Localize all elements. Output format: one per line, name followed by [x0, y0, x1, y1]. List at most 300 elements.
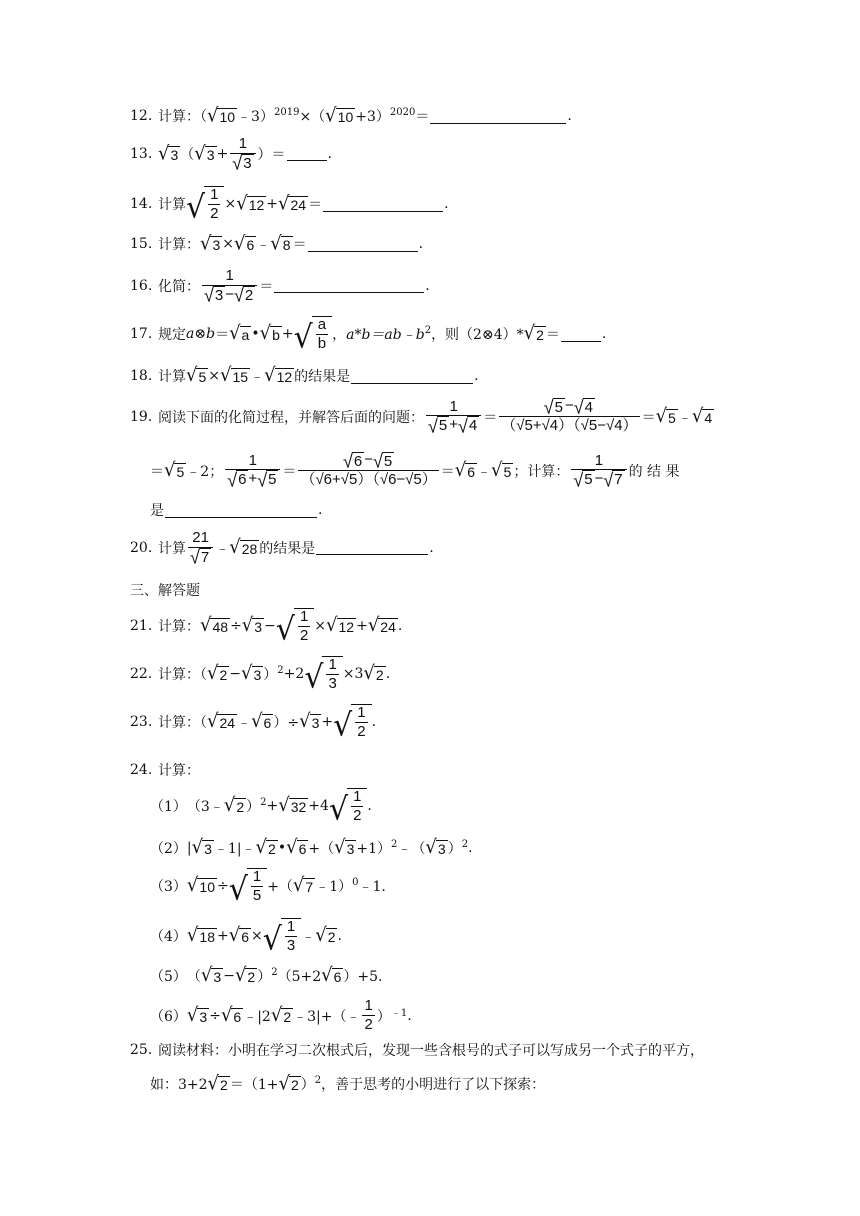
radical: √ 3 [241, 614, 263, 637]
radicand: 6 [246, 236, 255, 253]
q-text: × [222, 236, 235, 252]
radical: √ 3 [200, 232, 221, 255]
q-text: + [266, 798, 279, 815]
fraction [208, 187, 220, 223]
numerator: 1 [238, 135, 248, 152]
q-text: 是 [150, 503, 164, 519]
fraction [316, 317, 328, 353]
radical: √ $\frac{1}{5}$ [229, 868, 267, 905]
radicand: 2 [327, 929, 336, 946]
denominator: 3 [328, 674, 337, 692]
radical: √ 5 [186, 364, 207, 387]
q-text: ÷ [209, 1007, 221, 1024]
q-text: . [444, 196, 449, 213]
radical: √ 32 [278, 794, 307, 817]
q-text: ﹣3|+（﹣ [293, 1008, 361, 1025]
radical: √ b [259, 322, 280, 345]
question-number: 14. [130, 196, 153, 213]
radicand: 10 [337, 108, 354, 125]
q-text: ） [257, 969, 272, 985]
q-text: ﹣1） [315, 879, 353, 896]
fraction: 1 √ 3 − √ 2 [202, 268, 257, 304]
radicand: 10 [219, 108, 236, 125]
numerator: 21 [192, 529, 209, 546]
q-text: 的结果是 [259, 540, 316, 557]
radicand: 2 [290, 1076, 299, 1093]
answer-blank[interactable] [165, 503, 317, 518]
q-text: • [277, 840, 287, 856]
radicand: 3 [253, 667, 262, 684]
radicand: 3 [214, 286, 224, 304]
radical: √ 6 [228, 924, 249, 947]
q-text: ﹣ [477, 463, 492, 480]
answer-blank[interactable] [308, 237, 418, 252]
question-24-part-6 [150, 998, 412, 1034]
q-text: 计算 [158, 540, 186, 557]
radicand: 6 [298, 840, 307, 857]
radical: √ 15 [220, 364, 249, 387]
radical: √ 24 [278, 192, 307, 215]
radicand: 7 [200, 548, 210, 566]
question-12 [130, 106, 572, 126]
numerator: a [317, 316, 327, 333]
radicand: 28 [241, 540, 258, 557]
q-text: + [356, 618, 368, 635]
q-text: （5+2 [277, 969, 322, 985]
q-text: ） [447, 841, 462, 857]
radicand: 12 [276, 368, 293, 385]
question-number: 22. [130, 666, 153, 683]
q-text: + [248, 470, 258, 488]
fraction [285, 919, 297, 955]
radicand: 2 [220, 1076, 228, 1093]
answer-blank[interactable] [316, 540, 428, 555]
q-text: ÷ [230, 618, 242, 635]
question-number: 25. [130, 1042, 153, 1058]
q-text: . [567, 108, 572, 124]
radicand: 6 [238, 471, 247, 489]
denominator: （√6+√5）（√6−√5） [300, 471, 437, 489]
radicand: 4 [584, 399, 594, 416]
question-19 [130, 398, 714, 435]
q-text: ） [246, 799, 261, 816]
q-text: ×3 [342, 666, 364, 683]
radicand: 6 [333, 968, 342, 985]
radical: √ 2 [363, 662, 384, 685]
q-text: ﹣|2 [243, 1008, 271, 1025]
q-text: ﹣ [256, 237, 271, 253]
radical: √ 2 [278, 1072, 299, 1095]
radical: √ 2 [207, 1072, 228, 1095]
q-text: ，善于思考的小明进行了以下探索： [321, 1077, 546, 1093]
denominator: 2 [299, 626, 309, 644]
q-text: ﹣（ [397, 841, 426, 857]
fraction: 1 √ 6 + √ 5 [225, 453, 280, 489]
q-text: ＝ [440, 463, 455, 480]
radicand: 5 [176, 463, 185, 480]
q-text: ﹣ [301, 929, 316, 946]
radicand: 10 [199, 879, 215, 896]
question-18 [130, 366, 479, 386]
radicand: 2 [268, 840, 276, 857]
q-text: 计算 [158, 369, 186, 385]
q-text: + [266, 196, 278, 213]
denominator: b [317, 334, 327, 352]
q-text: ；计算： [513, 463, 570, 480]
question-19-line-2 [150, 452, 679, 489]
q-text: （ [186, 969, 201, 985]
radicand: 24 [290, 197, 307, 214]
radical: √ 10 [207, 104, 236, 127]
radicand: 3 [311, 715, 320, 732]
radical: √ 6 [286, 836, 307, 859]
q-text: ×（ [299, 109, 326, 125]
fraction [362, 998, 374, 1034]
section-heading: 三、解答题 [130, 583, 200, 599]
q-text: ）＝ [257, 146, 286, 163]
numerator: 1 [353, 788, 362, 805]
radical: √ 2 [270, 1004, 292, 1027]
question-24-part-3 [150, 868, 386, 908]
radicand: 3 [170, 146, 179, 163]
question-20 [130, 530, 434, 566]
question-17 [130, 316, 607, 356]
denominator: 5 [252, 886, 262, 904]
radical: √ $\frac{1}{2}$ [186, 186, 224, 223]
radical: √ 12 [264, 364, 293, 387]
radicand: 2 [247, 968, 256, 985]
radical: √ 5 [491, 459, 512, 482]
radical: √ 6 [234, 232, 255, 255]
q-text: +3） [355, 109, 390, 125]
q-text: +（ [267, 879, 293, 896]
fraction: 21 √ 7 [188, 530, 213, 566]
question-24-part-2 [150, 838, 473, 858]
q-text: ﹣ [237, 715, 252, 732]
q-text: ÷ [216, 878, 229, 895]
radical: √ $\frac{1}{2}$ [329, 788, 367, 825]
radical: √ $\frac{1}{2}$ [276, 608, 314, 645]
radical: √ 2 [315, 924, 336, 947]
numerator: 1 [328, 656, 337, 673]
q-text: 阅读下面的化简过程，并解答后面的问题： [158, 409, 424, 426]
radicand: 4 [468, 417, 478, 435]
q-text: ⊗ [194, 326, 207, 343]
q-text: ﹣3） [237, 109, 274, 125]
radicand: 6 [241, 929, 249, 946]
radicand: 3 [437, 840, 446, 857]
answer-blank[interactable] [274, 278, 424, 293]
q-text: 计算：（ [158, 715, 207, 732]
radicand: 24 [380, 619, 396, 636]
question-number: 24. [130, 762, 153, 778]
question-number: 20. [130, 539, 153, 556]
q-text: × [224, 196, 237, 213]
radicand: 3 [213, 968, 222, 985]
q-text: ＝（1+ [229, 1077, 279, 1093]
question-number: 12. [130, 108, 153, 124]
radicand: 24 [219, 715, 236, 732]
radical: √ 4 [691, 405, 713, 428]
radical: √ 5 [164, 459, 185, 482]
denominator: 2 [364, 1015, 373, 1033]
q-text: ）+5. [343, 969, 383, 985]
q-text: . [337, 928, 342, 945]
numerator: 1 [357, 704, 366, 721]
radical: √ 6 [454, 459, 476, 482]
question-19-line-3 [150, 500, 322, 520]
radical: √ 24 [207, 710, 236, 733]
q-text: +4 [308, 798, 329, 815]
exponent: 2 [424, 324, 432, 336]
radical: √ 2 [523, 322, 544, 345]
q-text: − [229, 666, 242, 683]
question-22 [130, 656, 391, 696]
denominator: 3 [286, 936, 296, 954]
part-label: （6） [150, 1008, 187, 1025]
q-text: × [251, 928, 263, 945]
question-number: 17. [130, 326, 153, 343]
q-text: . [418, 236, 424, 252]
q-text: 化简： [158, 278, 200, 295]
radicand: 5 [438, 417, 448, 435]
numerator: 1 [252, 868, 262, 885]
q-text: + [216, 145, 229, 162]
q-text: . [429, 539, 434, 556]
q-text: ＝ [545, 327, 560, 344]
radical: √ 3 [191, 836, 212, 859]
radicand: 12 [338, 619, 355, 636]
q-text: a [186, 326, 195, 343]
radicand: 5 [268, 471, 277, 489]
radical: √ $\frac{1}{3}$ [263, 918, 301, 955]
radical: √ 2 [223, 794, 245, 817]
q-text: +2 [283, 666, 305, 683]
q-text: ） [376, 1008, 391, 1025]
q-text: ＝ [641, 409, 656, 426]
answer-blank[interactable] [287, 146, 327, 161]
numerator: 1 [225, 267, 234, 284]
q-text: （3﹣ [186, 799, 224, 816]
q-text: + [321, 714, 334, 731]
q-text: ＝ [150, 463, 164, 480]
exponent: 2 [461, 838, 469, 850]
radicand: 3 [206, 146, 215, 163]
q-text: + [216, 928, 229, 945]
radical: √ 6 [251, 710, 272, 733]
radicand: 18 [199, 929, 215, 946]
question-24-part-1 [150, 788, 372, 828]
part-label: （5） [150, 969, 187, 985]
radical: √ 12 [236, 192, 265, 215]
fraction: 1 √ 5 + √ 4 [426, 399, 481, 435]
radicand: 2 [283, 1008, 292, 1025]
q-text: 的 结 果 [628, 463, 680, 480]
fraction [298, 609, 310, 645]
q-text: . [425, 277, 430, 294]
denominator: 2 [353, 806, 362, 824]
radical: √ 10 [186, 874, 215, 897]
q-text: . [385, 666, 391, 683]
radicand: 5 [198, 368, 207, 385]
q-text: | [186, 840, 192, 856]
q-text: . [474, 368, 479, 384]
q-text: ﹣1|﹣ [213, 841, 256, 857]
fraction [326, 657, 338, 693]
q-text: − [364, 451, 373, 468]
radicand: a [241, 327, 250, 344]
q-text: 规定 [158, 327, 186, 344]
denominator: 2 [357, 722, 366, 740]
radicand: 5 [584, 471, 593, 489]
q-text: 计算 [158, 197, 186, 214]
exponent: 2 [391, 838, 398, 850]
part-label: （3） [150, 879, 187, 896]
numerator: 1 [449, 397, 458, 415]
radicand: 5 [503, 463, 512, 480]
exponent: 2 [314, 1074, 322, 1086]
exponent: 2020 [389, 106, 416, 118]
q-text: × [208, 368, 221, 384]
question-15 [130, 234, 423, 254]
radicand: b [272, 327, 280, 344]
q-text: （ [180, 146, 195, 163]
question-13 [130, 136, 332, 172]
answer-blank[interactable] [351, 369, 473, 384]
radicand: 6 [233, 1008, 242, 1025]
radical: √ 7 [292, 874, 314, 897]
radicand: 2 [536, 327, 544, 344]
q-text: 计算：（ [158, 667, 207, 684]
radicand: 4 [704, 409, 713, 426]
radical: √ $\frac{1}{2}$ [333, 704, 371, 741]
q-text: + [281, 326, 294, 343]
answer-blank[interactable] [430, 109, 566, 124]
q-text: − [565, 397, 574, 414]
exponent: ﹣1 [390, 1008, 408, 1020]
q-text: +1） [356, 841, 392, 857]
radical: √ 6 [321, 964, 342, 987]
radical: √ 3 [194, 142, 215, 165]
question-number: 21. [130, 618, 153, 635]
q-text: 如：3+2 [150, 1077, 208, 1093]
exponent: 2 [277, 664, 284, 676]
q-text: ＝ [292, 237, 307, 253]
question-number: 16. [130, 277, 153, 294]
radicand: 5 [668, 409, 676, 426]
question-14 [130, 186, 449, 226]
question-21 [130, 608, 403, 648]
q-text: 阅读材料：小明在学习二次根式后，发现一些含根号的式子可以写成另一个式子的平方， [158, 1043, 704, 1059]
q-text: ， [332, 327, 347, 344]
question-number: 18. [130, 368, 153, 384]
fraction: 1 √ 3 [230, 136, 255, 172]
exponent: 0 [352, 876, 359, 888]
fraction [251, 869, 263, 905]
radicand: 2 [244, 286, 254, 304]
radical: √ 12 [326, 614, 355, 637]
answer-blank[interactable] [561, 327, 601, 342]
radical: √ 48 [200, 614, 229, 637]
radical: √ 2 [255, 836, 276, 859]
radical: √ 18 [186, 924, 215, 947]
radical: √ 6 [220, 1004, 242, 1027]
question-24 [130, 760, 200, 780]
radical: √ 3 [186, 1004, 208, 1027]
radical: √ 2 [207, 662, 228, 685]
answer-blank[interactable] [323, 197, 443, 212]
q-text: ＝ [415, 109, 430, 125]
part-label: （1） [150, 799, 187, 816]
radical: √ 3 [425, 836, 446, 859]
radical: √ $\frac{1}{3}$ [304, 656, 342, 693]
q-text: . [318, 502, 323, 518]
q-text: . [371, 714, 377, 731]
q-text: ＝ [308, 197, 323, 214]
radicand: 7 [614, 471, 623, 489]
q-text: ） [300, 1077, 315, 1093]
radicand: 3 [199, 1008, 208, 1025]
radicand: 5 [383, 453, 393, 470]
q-text: ＝ [259, 278, 274, 295]
radicand: 6 [467, 463, 476, 480]
q-text: − [264, 618, 276, 635]
radical: √ 5 [655, 405, 676, 428]
q-text: − [223, 968, 235, 984]
question-24-part-5 [150, 966, 383, 986]
radical: √ $\frac{a}{b}$ [294, 316, 332, 353]
q-text: a*b＝ab﹣b [346, 327, 425, 344]
question-number: 13. [130, 145, 153, 162]
radicand: 3 [243, 154, 252, 172]
exponent: 2 [260, 796, 267, 808]
question-number: 23. [130, 714, 153, 731]
radicand: 6 [263, 715, 272, 732]
q-text: ﹣ [215, 540, 230, 557]
fraction [351, 789, 363, 825]
radicand: 3 [212, 236, 221, 253]
radical: √ 28 [229, 536, 258, 559]
denominator: 2 [210, 204, 219, 222]
radicand: 12 [248, 197, 265, 214]
radicand: 2 [236, 799, 245, 816]
radical: √ 3 [241, 662, 262, 685]
q-text: ﹣ [677, 409, 692, 426]
q-text: 计算：（ [158, 109, 207, 125]
radicand: 3 [346, 840, 355, 857]
q-text: + [449, 416, 458, 434]
question-24-part-4 [150, 918, 342, 958]
q-text: b [206, 326, 216, 343]
radicand: 5 [554, 399, 564, 416]
q-text: ＝ [282, 463, 297, 480]
numerator: 1 [364, 997, 373, 1014]
radical: √ 3 [158, 142, 179, 165]
q-text: 计算： [158, 763, 200, 779]
radical: √ 24 [367, 614, 396, 637]
part-label: （4） [150, 929, 187, 946]
radicand: 32 [290, 799, 307, 816]
denominator: （√5+√4）（√5−√4） [501, 417, 638, 435]
radicand: 7 [305, 879, 314, 896]
radicand: 6 [353, 453, 363, 470]
question-16 [130, 268, 430, 304]
q-text: +（ [308, 841, 335, 857]
exponent: 2019 [273, 106, 300, 118]
q-text: ＝ [215, 327, 230, 344]
q-text: • [251, 326, 260, 343]
numerator: 1 [286, 918, 296, 935]
